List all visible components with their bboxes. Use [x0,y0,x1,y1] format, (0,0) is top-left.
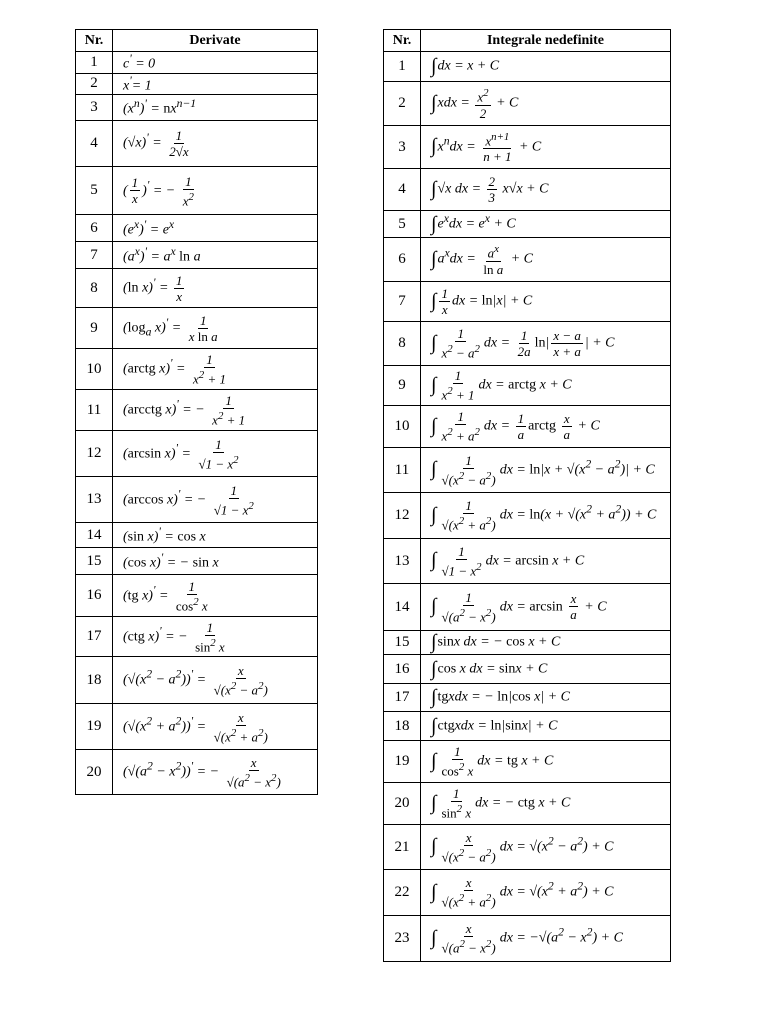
integral-row [384,870,671,916]
derivative-row [76,167,318,215]
derivatives-rows [76,52,318,795]
integral-row-number: 22 [384,870,421,916]
derivative-row [76,657,318,704]
integral-row-number: 8 [384,322,421,366]
derivative-row-number: 6 [76,215,113,242]
integral-row-number: 18 [384,712,421,741]
integral-row [384,916,671,962]
derivative-formula: (arccos x)' = − $\frac{1}{√1 - x^2}$ [113,477,318,523]
integral-row-number: 13 [384,539,421,584]
integral-row [384,322,671,366]
derivative-row-number: 16 [76,575,113,617]
integral-formula: ∫ $\frac{1}{x^2 - a^2}$ dx = $\frac{1}{2a}$ ln| $\frac{x - a}{x + a}$ | + C [421,322,671,366]
integral-row [384,238,671,282]
integral-formula: ∫dx = x + C [421,52,671,82]
integral-row-number: 14 [384,584,421,631]
integral-row [384,82,671,126]
integral-formula: ∫ctgxdx = ln|sinx| + C [421,712,671,741]
derivative-row [76,390,318,431]
integral-row-number: 20 [384,783,421,825]
derivative-formula: (cos x)' = − sin x [113,548,318,575]
derivative-row-number: 17 [76,617,113,657]
integral-row-number: 7 [384,282,421,322]
integral-row [384,282,671,322]
derivative-formula: $(x^n)' = nx^{n-1}$ [113,95,318,121]
derivative-row-number: 10 [76,349,113,390]
derivative-formula: ($\log_a$ x)' = $\frac{1}{\text{x ln a}}$ [113,308,318,349]
derivative-row [76,121,318,167]
integral-row-number: 9 [384,366,421,406]
derivative-row-number: 4 [76,121,113,167]
integral-row [384,126,671,169]
integral-row-number: 15 [384,631,421,655]
integral-row [384,211,671,238]
integral-row-number: 4 [384,169,421,211]
integrals-table [383,29,671,962]
derivative-row [76,477,318,523]
integral-row [384,539,671,584]
derivative-formula: (ctg x)' = − $\frac{1}{\sin^2 x}$ [113,617,318,657]
derivative-row-number: 18 [76,657,113,704]
integral-row-number: 6 [384,238,421,282]
derivative-row [76,308,318,349]
integral-row [384,631,671,655]
derivative-row-number: 19 [76,704,113,750]
integral-row [384,584,671,631]
integral-formula: ∫ $\frac{1}{√(x^2 - a^2)}$ dx = $\ln|x + √(x^2 - a^2)| + C$ [421,448,671,493]
derivative-row-number: 15 [76,548,113,575]
integral-row-number: 19 [384,741,421,783]
derivative-formula: (ln x)' = $\frac{1}{x}$ [113,269,318,308]
integral-formula: ∫√x dx = $\frac{2}{3}$ x√x + C [421,169,671,211]
derivative-row-number: 1 [76,52,113,74]
integral-formula: ∫ $\frac{1}{√(a^2 - x^2)}$ dx = arcsin $\frac{x}{a}$ + C [421,584,671,631]
derivative-row-number: 20 [76,750,113,795]
derivative-formula: (arctg x)' = $\frac{1}{x^2 + 1}$ [113,349,318,390]
derivative-row-number: 3 [76,95,113,121]
integral-formula: $\int e^xdx = e^x + C$ [421,211,671,238]
integral-row-number: 1 [384,52,421,82]
derivative-formula: (√x)' = $\frac{1}{2√x}$ [113,121,318,167]
derivative-row [76,704,318,750]
derivative-row [76,52,318,74]
integral-formula: ∫ $\frac{x}{√(x^2 - a^2)}$ dx = $√(x^2 - a^2) + C$ [421,825,671,870]
integral-row-number: 12 [384,493,421,539]
integral-row-number: 21 [384,825,421,870]
derivative-formula: $(√(a^2 - x^2))'$ = − $\frac{x}{√(a^2 - x^2)}$ [113,750,318,795]
derivative-row-number: 9 [76,308,113,349]
integral-row [384,493,671,539]
derivative-row [76,617,318,657]
derivative-row [76,215,318,242]
derivative-formula: $(e^x)' = e^x$ [113,215,318,242]
integral-formula: $\int x^ndx$ = $\frac{x^{n+1}}{n + 1}$ + C [421,126,671,169]
integral-row-number: 17 [384,684,421,712]
derivative-row [76,269,318,308]
derivative-formula: (sin x)' = cos x [113,523,318,548]
integral-formula: $\int a^xdx$ = $\frac{a^x}{\text{ln a}}$ + C [421,238,671,282]
derivative-row [76,548,318,575]
integral-formula: ∫ $\frac{1}{√(x^2 + a^2)}$ dx = $\ln(x + √(x^2 + a^2)) + C$ [421,493,671,539]
integral-formula: ∫ $\frac{1}{\cos^2 x}$ dx = tg x + C [421,741,671,783]
integral-row [384,366,671,406]
integral-formula: ∫tgxdx = − ln|cos x| + C [421,684,671,712]
integrals-rows [384,52,671,962]
derivative-formula: $(a^x)' = a^x$ ln a [113,242,318,269]
derivative-row-number: 11 [76,390,113,431]
derivative-formula: $(√(x^2 - a^2))'$ = $\frac{x}{√(x^2 - a^2)}$ [113,657,318,704]
derivative-row [76,349,318,390]
integral-formula: ∫cos x dx = sinx + C [421,655,671,684]
integral-row-number: 23 [384,916,421,962]
integrals-nr-header: Nr. [384,30,421,52]
integral-row-number: 11 [384,448,421,493]
derivative-row [76,575,318,617]
integral-row [384,448,671,493]
integral-row [384,169,671,211]
derivative-row [76,750,318,795]
integral-row-number: 16 [384,655,421,684]
derivative-row [76,242,318,269]
integral-formula: ∫ $\frac{1}{\sin^2 x}$ dx = − ctg x + C [421,783,671,825]
integral-row [384,406,671,448]
derivative-formula: (tg x)' = $\frac{1}{\cos^2 x}$ [113,575,318,617]
derivative-row [76,431,318,477]
integral-row [384,684,671,712]
derivative-row-number: 12 [76,431,113,477]
integral-formula: ∫ $\frac{1}{x^2 + a^2}$ dx = $\frac{1}{a}$ arctg $\frac{x}{a}$ + C [421,406,671,448]
derivative-row-number: 7 [76,242,113,269]
integral-row [384,655,671,684]
derivatives-header-row [76,30,318,52]
integral-formula: ∫ $\frac{x}{√(a^2 - x^2)}$ dx = $-√(a^2 - x^2) + C$ [421,916,671,962]
integral-row-number: 10 [384,406,421,448]
derivatives-nr-header: Nr. [76,30,113,52]
derivative-formula: ( $\frac{1}{x}$ )' = − $\frac{1}{x^2}$ [113,167,318,215]
derivative-row-number: 5 [76,167,113,215]
derivative-row-number: 2 [76,73,113,95]
integral-row [384,783,671,825]
derivative-formula: x'= 1 [113,73,318,95]
derivative-row [76,73,318,95]
integral-row-number: 5 [384,211,421,238]
derivative-row-number: 13 [76,477,113,523]
derivative-row-number: 14 [76,523,113,548]
integrals-header-row [384,30,671,52]
derivative-row [76,95,318,121]
derivatives-table [75,29,318,795]
derivative-formula: (arcsin x)' = $\frac{1}{√1 - x^2}$ [113,431,318,477]
integral-row-number: 3 [384,126,421,169]
derivative-row-number: 8 [76,269,113,308]
integral-row [384,741,671,783]
integral-formula: ∫xdx = $\frac{x^2}{2}$ + C [421,82,671,126]
integral-row [384,712,671,741]
integral-formula: ∫ $\frac{1}{x}$ dx = ln|x| + C [421,282,671,322]
integral-formula: ∫sinx dx = − cos x + C [421,631,671,655]
integral-formula: ∫ $\frac{1}{√1 - x^2}$ dx = arcsin x + C [421,539,671,584]
derivative-row [76,523,318,548]
derivatives-title-header: Derivate [113,30,318,52]
integral-formula: ∫ $\frac{x}{√(x^2 + a^2)}$ dx = $√(x^2 + a^2) + C$ [421,870,671,916]
derivative-formula: (arcctg x)' = − $\frac{1}{x^2 + 1}$ [113,390,318,431]
integral-row [384,52,671,82]
integral-formula: ∫ $\frac{1}{x^2 + 1}$ dx = arctg x + C [421,366,671,406]
derivative-formula: $(√(x^2 + a^2))'$ = $\frac{x}{√(x^2 + a^2)}$ [113,704,318,750]
integral-row-number: 2 [384,82,421,126]
derivative-formula: c' = 0 [113,52,318,74]
integrals-title-header: Integrale nedefinite [421,30,671,52]
integral-row [384,825,671,870]
